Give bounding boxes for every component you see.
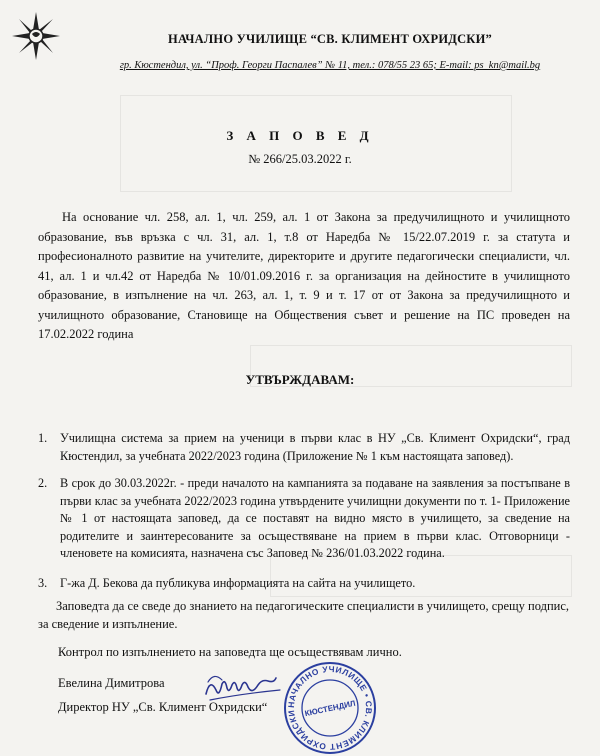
stamp-outer-text: НАЧАЛНО УЧИЛИЩЕ • СВ. КЛИМЕНТ ОХРИДСКИ [285, 663, 375, 753]
approve-heading: УТВЪРЖДАВАМ: [245, 372, 355, 387]
list-item [38, 575, 570, 593]
school-name: НАЧАЛНО УЧИЛИЩЕ “СВ. КЛИМЕНТ ОХРИДСКИ” [168, 32, 492, 46]
closing-paragraph: Заповедта да се сведе до знанието на педагогическите специалисти в училището, срещу подпис, за сведение и изпълнение. [38, 599, 570, 631]
control-statement: Контрол по изпълнението на заповедта ще осъществявам лично. [58, 645, 402, 659]
item-text: В срок до 30.03.2022г. - преди началото на кампанията за подаване на заявления за постъпване в първи клас за учебната 2022/2023 година утвърдените училищни документи по т. 1- Приложение № 1 от настоящата заповед, да се поставят на видно място в училището, за сведение на родителите и заинтересованите за осъществяване на прием в първи клас. Отговорници - членовете на комисията, назначена със Заповед № 236/01.03.2022 година. [60, 476, 570, 560]
signatory-position: Директор НУ „Св. Климент Охридски“ [58, 700, 268, 714]
school-stamp-icon [282, 660, 378, 756]
signature-icon [200, 668, 290, 708]
basis-paragraph: На основание чл. 258, ал. 1, чл. 259, ал. 1 от Закона за предучилищното и училищното образование, във връзка с чл. 31, ал. 1, т.8 от Наредба № 15/22.07.2019 г. за статута и професионалното развитие на учителите, директорите и другите педагогически специалисти, чл. 41, ал. 1 и чл.42 от Наредба № 10/01.09.2016 г. за организация на дейностите в училищното образование, в изпълнение на чл. 263, ал. 1, т. 9 и т. 17 от от Закона за предучилищното и училищното образование, Становище на Обществения съвет и решение на ПС проведен на 17.02.2022 година [38, 210, 570, 341]
item-number: 1. [38, 431, 48, 445]
school-address: гр. Кюстендил, ул. “Проф. Георги Паспалев” № 11, тел.: 078/55 23 65; E-mail: ps_kn@mail.bg [119, 60, 541, 71]
list-item [38, 475, 570, 563]
document-title: З А П О В Е Д [226, 128, 374, 143]
order-number: № 266/25.03.2022 г. [248, 152, 352, 166]
item-number: 3. [38, 575, 48, 590]
signatory-name: Евелина Димитрова [58, 676, 165, 690]
stamp-center-text: КЮСТЕНДИЛ [303, 698, 357, 719]
item-number: 2. [38, 476, 48, 490]
order-items-list [38, 430, 570, 592]
list-item [38, 430, 570, 465]
item-text: Г-жа Д. Бекова да публикува информацията на сайта на училището. [60, 575, 416, 590]
school-logo-icon [10, 10, 62, 62]
item-text: Училищна система за прием на ученици в първи клас в НУ „Св. Климент Охридски“, град Кюстендил, за учебната 2022/2023 година (Приложение № 1 към настоящата заповед). [60, 431, 570, 463]
